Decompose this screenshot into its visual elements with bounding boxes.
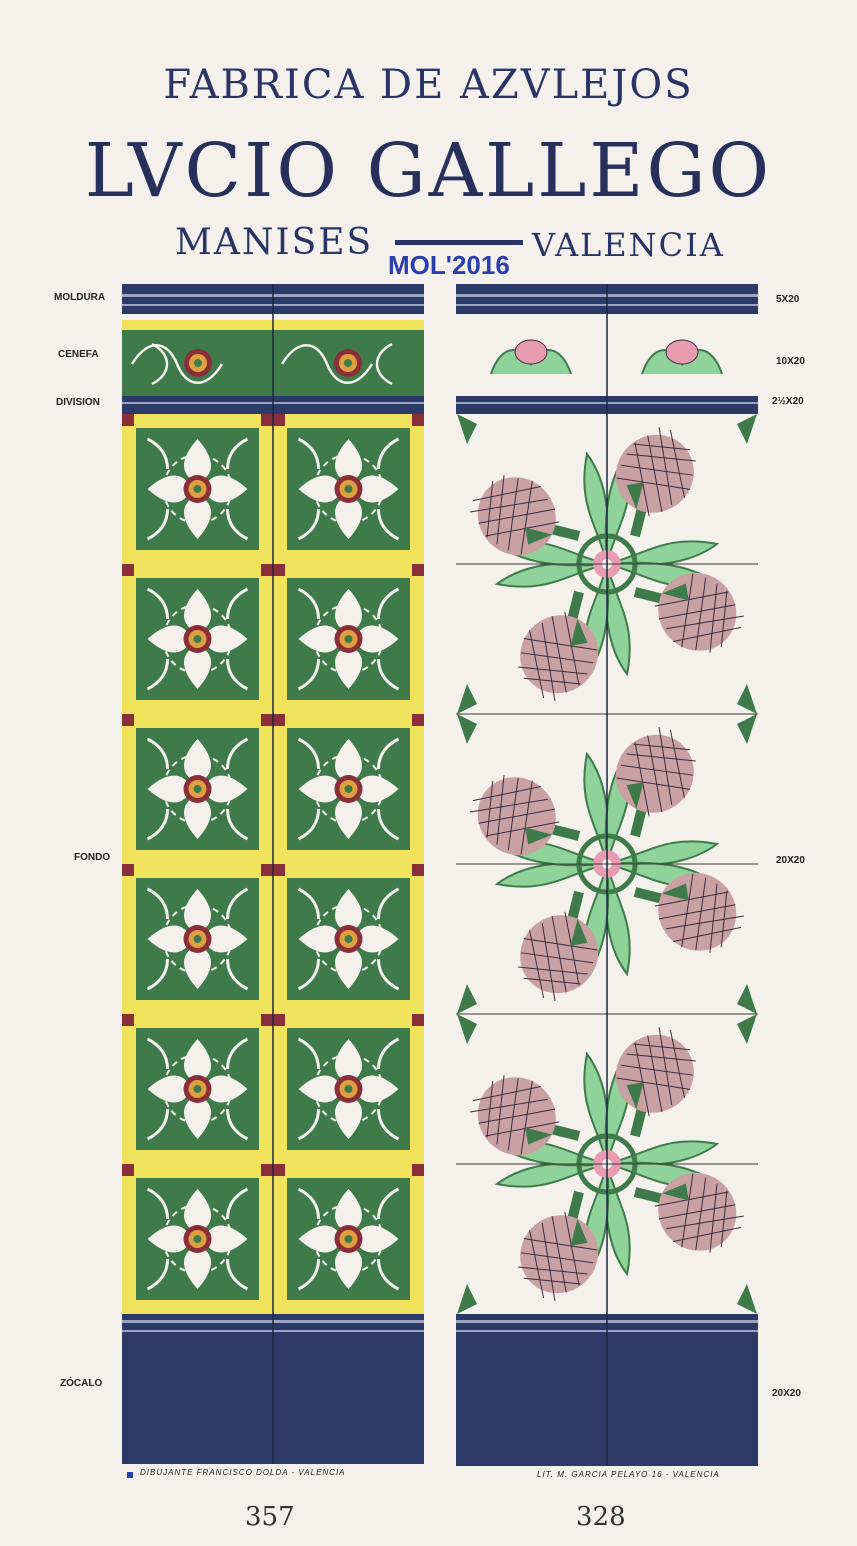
label-moldura-size: 5X20 (776, 294, 800, 305)
label-division-size: 2½X20 (772, 396, 804, 407)
label-division: DIVISION (56, 397, 100, 408)
company-name: LVCIO GALLEGO (84, 128, 773, 214)
pattern-number-left: 357 (245, 1502, 295, 1532)
footer-bullet (127, 1472, 133, 1478)
label-zocalo-size: 20X20 (772, 1388, 801, 1399)
label-zocalo: ZÓCALO (60, 1378, 103, 1389)
label-moldura: MOLDURA (54, 292, 106, 303)
label-cenefa-size: 10X20 (776, 356, 805, 367)
footer-printer: LIT. M. GARCIA PELAYO 16 - VALENCIA (537, 1470, 720, 1479)
watermark: MOL'2016 (388, 250, 510, 280)
tile-panel-328 (456, 284, 758, 1466)
tile-panel-357 (122, 284, 424, 1464)
label-cenefa: CENEFA (58, 349, 99, 360)
footer-designer: DIBUJANTE FRANCISCO DOLDA - VALENCIA (140, 1468, 346, 1477)
city-manises: MANISES (175, 222, 374, 263)
header-divider (395, 240, 523, 245)
label-fondo-size: 20X20 (776, 855, 805, 866)
label-fondo: FONDO (74, 852, 111, 863)
city-valencia: VALENCIA (532, 226, 725, 264)
factory-subtitle: FABRICA DE AZVLEJOS (163, 62, 694, 108)
pattern-number-right: 328 (576, 1502, 626, 1532)
